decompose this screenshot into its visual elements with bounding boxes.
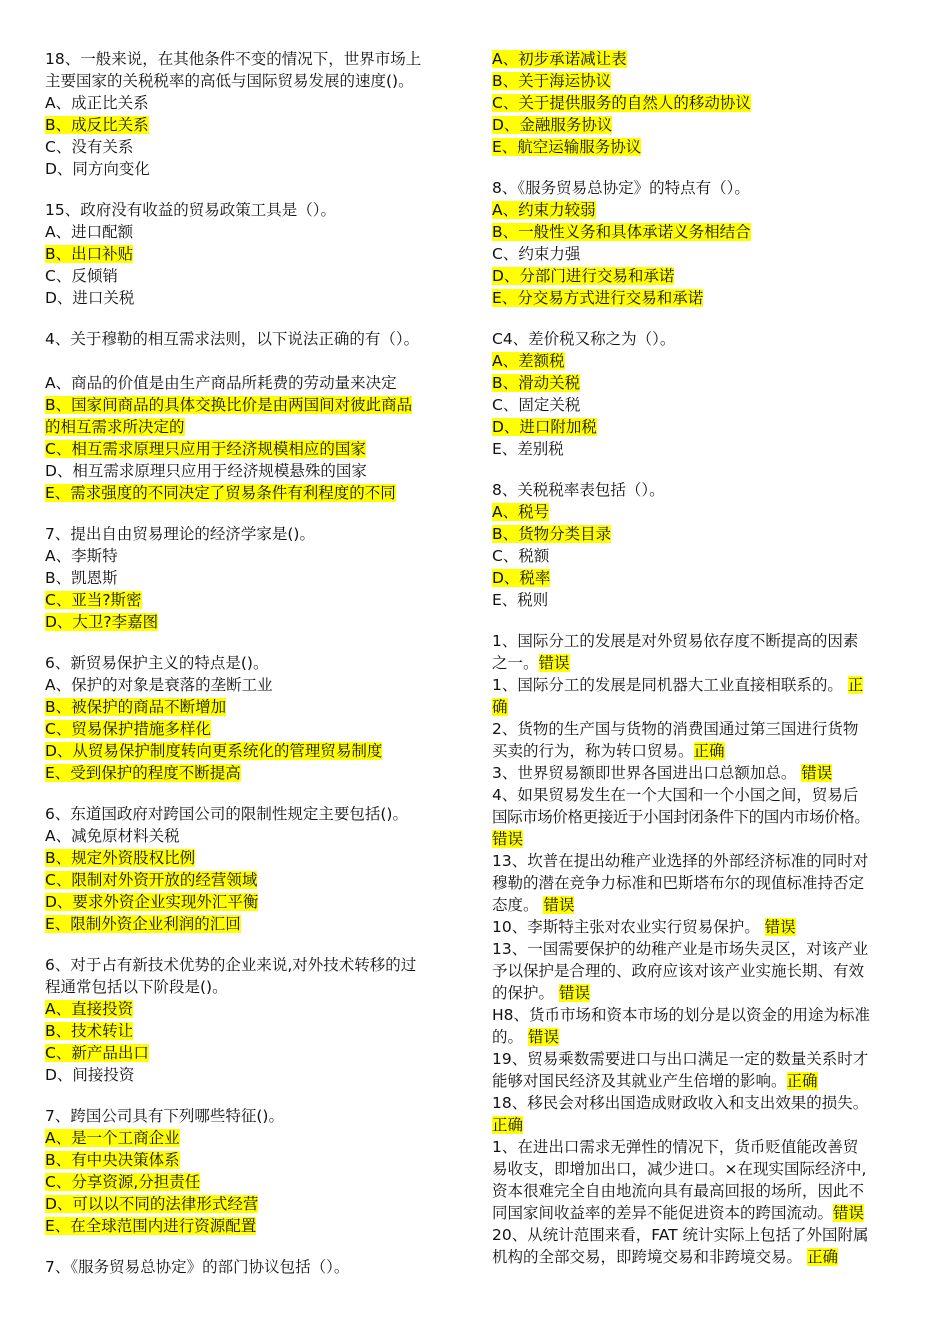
- option-highlighted: A、差额税: [492, 352, 565, 370]
- option-highlighted: B、成反比关系: [45, 116, 149, 134]
- question-block: [45, 523, 460, 633]
- question-block: [45, 199, 460, 309]
- answer-badge: 错误: [492, 830, 524, 848]
- question-stem: 6、东道国政府对跨国公司的限制性规定主要包括()。: [45, 805, 408, 823]
- tf-statement: 易收支，即增加出口，减少进口。×在现实国际经济中,: [492, 1160, 867, 1178]
- tf-statement: 20、从统计范围来看，FAT 统计实际上包括了外国附属: [492, 1226, 869, 1244]
- option-highlighted: D、大卫?李嘉图: [45, 613, 159, 631]
- question-stem: 7、提出自由贸易理论的经济学家是()。: [45, 525, 315, 543]
- option-highlighted: C、贸易保护措施多样化: [45, 720, 211, 738]
- tf-statement: 3、世界贸易额即世界各国进出口总额加总。: [492, 764, 802, 782]
- question-stem: 18、一般来说，在其他条件不变的情况下，世界市场上: [45, 50, 422, 68]
- option-highlighted: A、是一个工商企业: [45, 1129, 180, 1147]
- question-stem: 7、跨国公司具有下列哪些特征()。: [45, 1107, 284, 1125]
- option-highlighted: D、要求外资企业实现外汇平衡: [45, 893, 259, 911]
- tf-statement: 1、国际分工的发展是同机器大工业直接相联系的。: [492, 676, 848, 694]
- question-stem: 6、新贸易保护主义的特点是()。: [45, 654, 269, 672]
- tf-statement: 18、移民会对移出国造成财政收入和支出效果的损失。: [492, 1094, 869, 1112]
- option: E、差别税: [492, 440, 564, 458]
- tf-statement: 资本很难完全自由地流向具有最高回报的场所，因此不: [492, 1182, 865, 1200]
- tf-statement: 1、在进出口需求无弹性的情况下，货币贬值能改善贸: [492, 1138, 859, 1156]
- tf-statement: H8、货币市场和资本市场的划分是以资金的用途为标准: [492, 1006, 871, 1024]
- option: A、李斯特: [45, 547, 118, 565]
- option-highlighted: E、限制外资企业利润的汇回: [45, 915, 241, 933]
- answer-badge: 确: [492, 698, 508, 716]
- question-block: [45, 803, 460, 935]
- option-highlighted: A、约束力较弱: [492, 201, 596, 219]
- question-block: [492, 177, 906, 309]
- question-block: [45, 1105, 460, 1237]
- left-column: [45, 48, 460, 1278]
- answer-badge: 正确: [786, 1072, 818, 1090]
- option: C、固定关税: [492, 396, 581, 414]
- answer-badge: 正确: [492, 1116, 524, 1134]
- option-highlighted: D、税率: [492, 569, 551, 587]
- option-highlighted: B、货物分类目录: [492, 525, 612, 543]
- option-highlighted: E、航空运输服务协议: [492, 138, 642, 156]
- tf-statement: 19、贸易乘数需要进口与出口满足一定的数量关系时才: [492, 1050, 869, 1068]
- option-highlighted: D、进口附加税: [492, 418, 597, 436]
- answer-badge: 错误: [558, 984, 590, 1002]
- question-stem: 6、对于占有新技术优势的企业来说,对外技术转移的过: [45, 956, 417, 974]
- option-highlighted: B、规定外资股权比例: [45, 849, 196, 867]
- option-highlighted: E、在全球范围内进行资源配置: [45, 1217, 257, 1235]
- option-highlighted: A、税号: [492, 503, 550, 521]
- option-highlighted: B、被保护的商品不断增加: [45, 698, 227, 716]
- option-highlighted: C、限制对外资开放的经营领域: [45, 871, 258, 889]
- answer-badge: 正确: [693, 742, 725, 760]
- option: D、相互需求原理只应用于经济规模悬殊的国家: [45, 462, 367, 480]
- tf-statement: 之一。: [492, 654, 539, 672]
- tf-statement: 态度。: [492, 896, 544, 914]
- option: D、进口关税: [45, 289, 135, 307]
- answer-badge: 错误: [801, 764, 833, 782]
- option-highlighted: E、受到保护的程度不断提高: [45, 764, 241, 782]
- tf-statement: 13、坎普在提出幼稚产业选择的外部经济标准的同时对: [492, 852, 869, 870]
- option-highlighted: B、关于海运协议: [492, 72, 612, 90]
- tf-statement: 10、李斯特主张对农业实行贸易保护。: [492, 918, 765, 936]
- option-highlighted: E、分交易方式进行交易和承诺: [492, 289, 704, 307]
- tf-statement: 能够对国民经济及其就业产生倍增的影响。: [492, 1072, 787, 1090]
- option-highlighted: D、分部门进行交易和承诺: [492, 267, 675, 285]
- option-highlighted: C、新产品出口: [45, 1044, 149, 1062]
- tf-statement: 同国家间收益率的差异不能促进资本的跨国流动。: [492, 1204, 834, 1222]
- question-stem: C4、差价税又称之为（）。: [492, 330, 676, 348]
- option: A、商品的价值是由生产商品所耗费的劳动量来决定: [45, 374, 397, 392]
- true-false-list: [492, 630, 906, 1268]
- question-block: [45, 48, 460, 180]
- option-highlighted: C、亚当?斯密: [45, 591, 142, 609]
- tf-statement: 买卖的行为，称为转口贸易。: [492, 742, 694, 760]
- option-highlighted: E、需求强度的不同决定了贸易条件有利程度的不同: [45, 484, 396, 502]
- option-highlighted: B、滑动关税: [492, 374, 581, 392]
- tf-statement: 穆勒的潜在竞争力标准和巴斯塔布尔的现值标准持否定: [492, 874, 865, 892]
- option-highlighted: B、出口补贴: [45, 245, 134, 263]
- question-block: [492, 328, 906, 460]
- option: A、减免原材料关税: [45, 827, 180, 845]
- option-highlighted: 的相互需求所决定的: [45, 418, 185, 436]
- question-stem: 15、政府没有收益的贸易政策工具是（）。: [45, 201, 336, 219]
- question-stem: 4、关于穆勒的相互需求法则，以下说法正确的有（）。: [45, 330, 420, 348]
- tf-statement: 2、货物的生产国与货物的消费国通过第三国进行货物: [492, 720, 859, 738]
- question-block: [45, 328, 460, 504]
- option-highlighted: C、分享资源,分担责任: [45, 1173, 201, 1191]
- question-stem: 7、《服务贸易总协定》的部门协议包括（）。: [45, 1258, 350, 1276]
- option-highlighted: A、直接投资: [45, 1000, 134, 1018]
- tf-statement: 的保护。: [492, 984, 559, 1002]
- option: C、约束力强: [492, 245, 581, 263]
- right-column: [492, 48, 906, 1268]
- question-stem: 程通常包括以下阶段是()。: [45, 978, 228, 996]
- question-block: [45, 954, 460, 1086]
- option-highlighted: D、可以以不同的法律形式经营: [45, 1195, 259, 1213]
- answer-badge: 正确: [806, 1248, 838, 1266]
- question-stem: 8、《服务贸易总协定》的特点有（）。: [492, 179, 750, 197]
- option: A、成正比关系: [45, 94, 149, 112]
- answer-badge: 错误: [527, 1028, 559, 1046]
- tf-statement: 13、一国需要保护的幼稚产业是市场失灵区，对该产业: [492, 940, 869, 958]
- tf-statement: 国际市场价格更接近于小国封闭条件下的国内市场价格。: [492, 808, 870, 826]
- question-block: [45, 1256, 460, 1278]
- option: C、税额: [492, 547, 550, 565]
- option-highlighted: B、有中央决策体系: [45, 1151, 180, 1169]
- option: A、保护的对象是衰落的垄断工业: [45, 676, 273, 694]
- option-highlighted: C、相互需求原理只应用于经济规模相应的国家: [45, 440, 366, 458]
- option: A、进口配额: [45, 223, 134, 241]
- answer-badge: 错误: [543, 896, 575, 914]
- option-highlighted: B、国家间商品的具体交换比价是由两国间对彼此商品: [45, 396, 413, 414]
- option-highlighted: B、一般性义务和具体承诺义务相结合: [492, 223, 751, 241]
- option: D、同方向变化: [45, 160, 150, 178]
- question-block: [492, 48, 906, 158]
- tf-statement: 4、如果贸易发生在一个大国和一个小国之间，贸易后: [492, 786, 859, 804]
- tf-statement: 机构的全部交易，即跨境交易和非跨境交易。: [492, 1248, 807, 1266]
- option-highlighted: D、从贸易保护制度转向更系统化的管理贸易制度: [45, 742, 383, 760]
- option-highlighted: B、技术转让: [45, 1022, 134, 1040]
- option: E、税则: [492, 591, 549, 609]
- option: C、没有关系: [45, 138, 134, 156]
- answer-badge: 错误: [833, 1204, 865, 1222]
- tf-statement: 的。: [492, 1028, 528, 1046]
- option: D、间接投资: [45, 1066, 135, 1084]
- question-stem: 8、关税税率表包括（）。: [492, 481, 665, 499]
- answer-badge: 错误: [764, 918, 796, 936]
- question-block: [492, 479, 906, 611]
- option-highlighted: C、关于提供服务的自然人的移动协议: [492, 94, 751, 112]
- question-stem: 主要国家的关税税率的高低与国际贸易发展的速度()。: [45, 72, 414, 90]
- option: C、反倾销: [45, 267, 118, 285]
- question-block: [45, 652, 460, 784]
- answer-badge: 正: [847, 676, 864, 694]
- option: B、凯恩斯: [45, 569, 118, 587]
- option-highlighted: D、金融服务协议: [492, 116, 613, 134]
- tf-statement: 1、国际分工的发展是对外贸易依存度不断提高的因素: [492, 632, 859, 650]
- answer-badge: 错误: [538, 654, 570, 672]
- option-highlighted: A、初步承诺减让表: [492, 50, 627, 68]
- tf-statement: 予以保护是合理的、政府应该对该产业实施长期、有效: [492, 962, 865, 980]
